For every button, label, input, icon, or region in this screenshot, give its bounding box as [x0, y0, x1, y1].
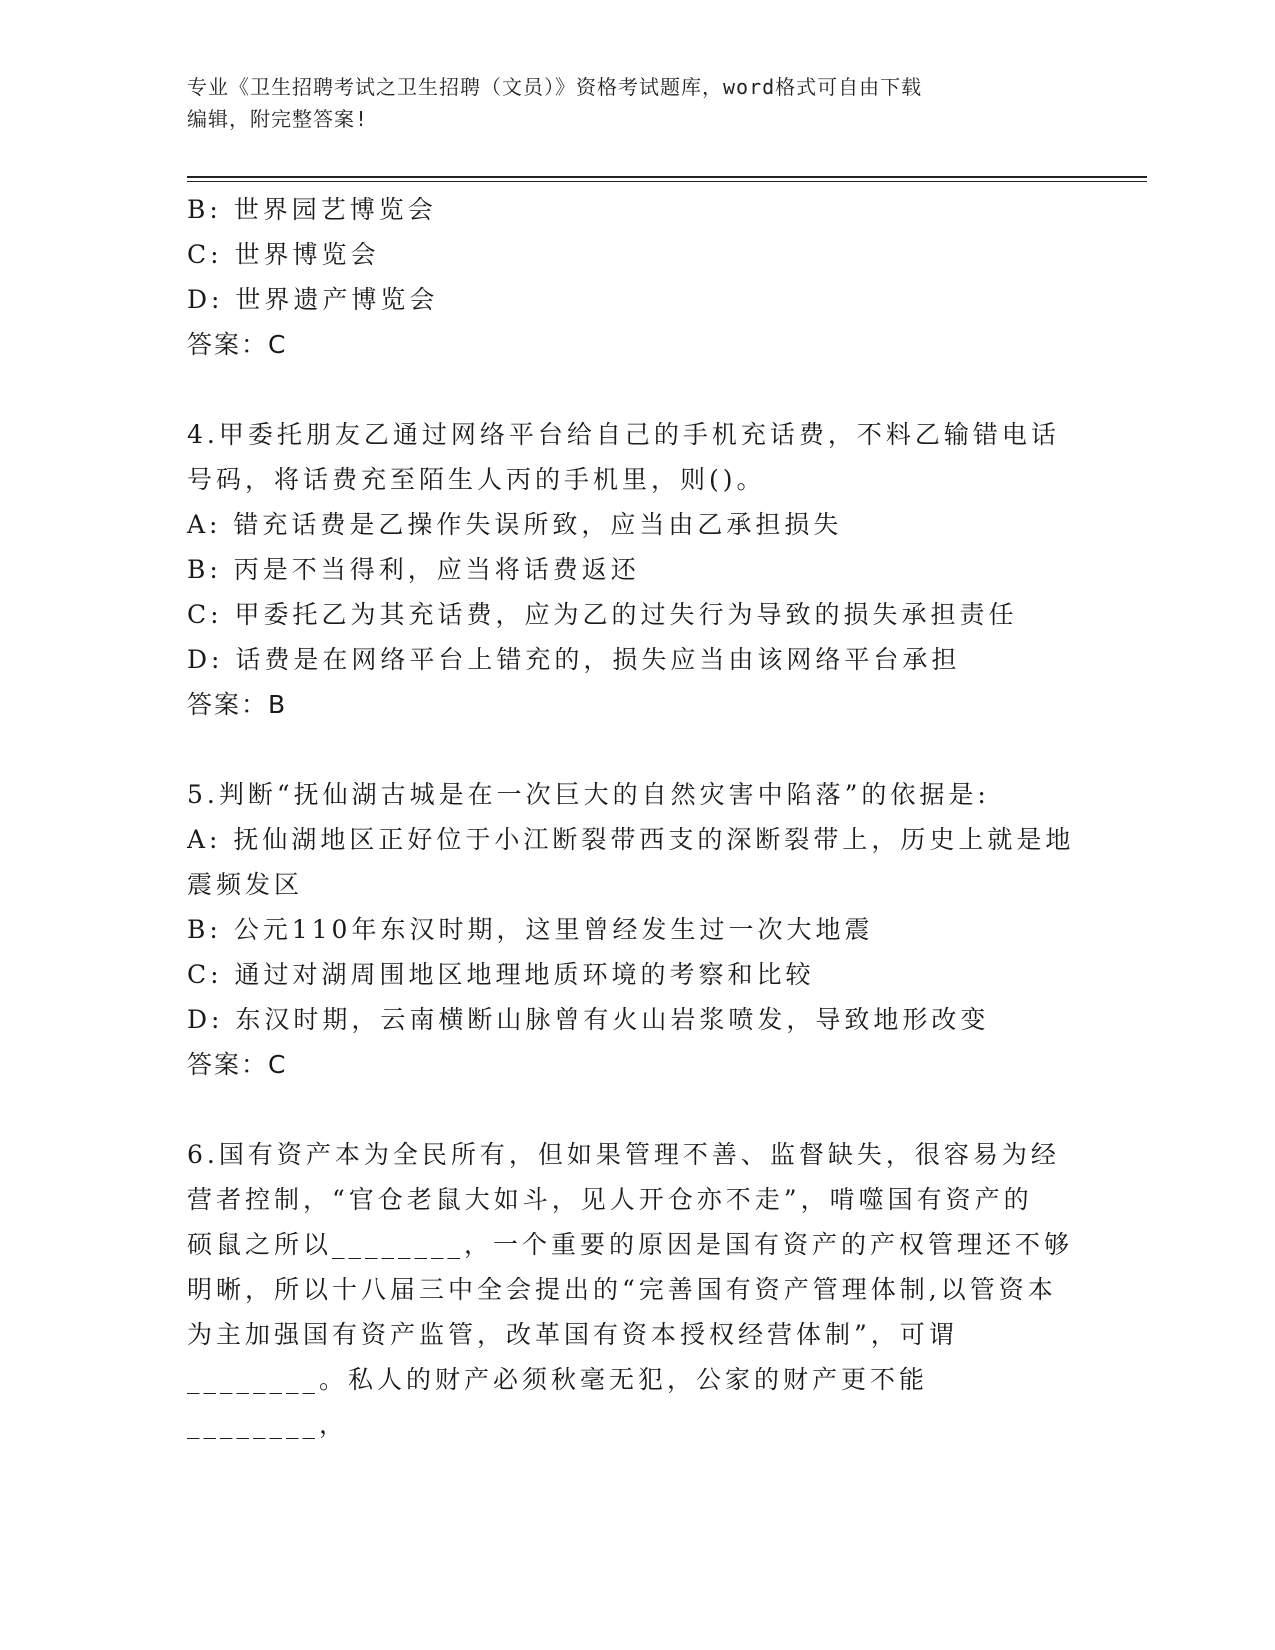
header-divider-thick	[187, 176, 1147, 178]
header-line-1: 专业《卫生招聘考试之卫生招聘（文员）》资格考试题库，word格式可自由下载	[187, 75, 923, 99]
question-stem-line: 6.国有资产本为全民所有，但如果管理不善、监督缺失，很容易为经	[187, 1140, 1060, 1169]
option-c: C: 世界博览会	[187, 240, 380, 269]
spacer	[187, 1087, 1087, 1132]
question-stem-line: 硕鼠之所以________，一个重要的原因是国有资产的产权管理还不够	[187, 1230, 1074, 1259]
option-d: D: 东汉时期，云南横断山脉曾有火山岩浆喷发，导致地形改变	[187, 1005, 990, 1034]
question-stem-line: 5.判断“抚仙湖古城是在一次巨大的自然灾害中陷落”的依据是:	[187, 780, 990, 809]
spacer	[187, 367, 1087, 412]
question-6	[187, 1132, 1087, 1447]
spacer	[187, 727, 1087, 772]
question-stem-line: ________。私人的财产必须秋毫无犯，公家的财产更不能________，	[187, 1365, 929, 1439]
option-a: A: 抚仙湖地区正好位于小江断裂带西支的深断裂带上，历史上就是地	[187, 825, 1075, 854]
question-stem-line: 号码，将话费充至陌生人丙的手机里，则()。	[187, 465, 766, 494]
question-4	[187, 412, 1087, 727]
answer: 答案：C	[187, 330, 288, 359]
option-c: C: 通过对湖周围地区地理地质环境的考察和比较	[187, 960, 815, 989]
option-b: B: 丙是不当得利，应当将话费返还	[187, 555, 640, 584]
header-divider-thin	[187, 181, 1147, 182]
question-content	[187, 187, 1087, 1447]
answer: 答案：C	[187, 1050, 288, 1079]
document-header	[187, 71, 1067, 135]
question-stem-line: 营者控制，“官仓老鼠大如斗，见人开仓亦不走”，啃噬国有资产的	[187, 1185, 1033, 1214]
question-stem-line: 4.甲委托朋友乙通过网络平台给自己的手机充话费，不料乙输错电话	[187, 420, 1060, 449]
answer: 答案：B	[187, 690, 288, 719]
option-d: D: 世界遗产博览会	[187, 285, 439, 314]
question-stem-line: 明晰，所以十八届三中全会提出的“完善国有资产管理体制,以管资本	[187, 1275, 1057, 1304]
option-b: B: 世界园艺博览会	[187, 195, 437, 224]
option-a-continued: 震频发区	[187, 870, 304, 899]
header-line-2: 编辑，附完整答案!	[187, 107, 369, 131]
option-b: B: 公元110年东汉时期，这里曾经发生过一次大地震	[187, 915, 874, 944]
question-3	[187, 187, 1087, 367]
option-a: A: 错充话费是乙操作失误所致，应当由乙承担损失	[187, 510, 843, 539]
question-stem-line: 为主加强国有资产监管，改革国有资本授权经营体制”，可谓	[187, 1320, 958, 1349]
option-c: C: 甲委托乙为其充话费，应为乙的过失行为导致的损失承担责任	[187, 600, 1018, 629]
option-d: D: 话费是在网络平台上错充的，损失应当由该网络平台承担	[187, 645, 961, 674]
question-5	[187, 772, 1087, 1087]
